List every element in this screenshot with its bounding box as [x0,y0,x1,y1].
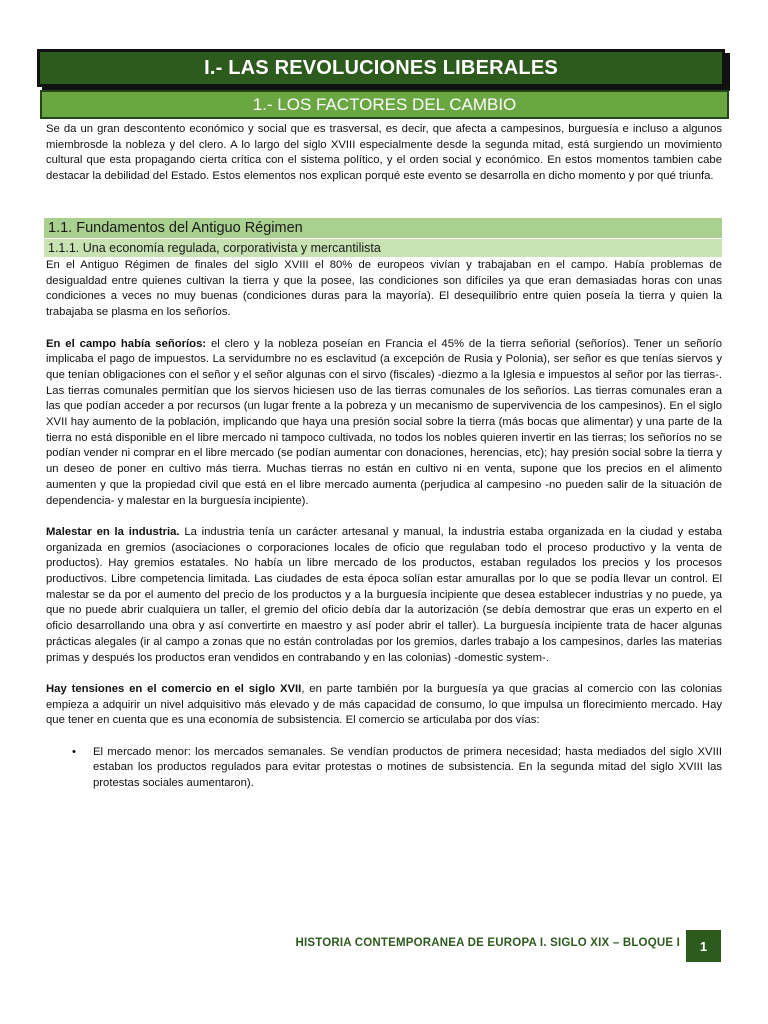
intro-text-block [46,122,722,185]
paragraph-industria-lead: Malestar en la industria. [46,525,180,538]
paragraph-comercio-lead: Hay tensiones en el comercio en el siglo XVII [46,682,302,695]
section-heading-1-1 [44,218,722,238]
paragraph-comercio [46,682,722,729]
chapter-subtitle-text: 1.- LOS FACTORES DEL CAMBIO [252,94,517,114]
bullet-list [46,745,722,792]
intro-paragraph: Se da un gran descontento económico y social que es trasversal, es decir, que afecta a campesinos, burguesía e incluso a algunos miembrosde la nobleza y del clero. A lo largo del siglo XVIII especialmente desde la segunda mitad, está surgiendo un movimiento cultural que esta propagando cierta crítica con el sistema político, y el orden social y económico. En estos momentos tambien cabe destacar la debilidad del Estado. Estos elementos nos explican porqué este evento se desarrolla en dicho momento y por qué triunfa. [46,123,722,183]
paragraph-senorios [46,337,722,510]
list-item: • El mercado menor: los mercados semanales. Se vendían productos de primera necesidad; hasta mediados del siglo XVIII estaban los productos regulados para evitar protestas o motines de subsistencia. En la segunda mitad del siglo XVIII las protestas sociales aumentaron). [46,745,722,792]
paragraph-campo-text: En el Antiguo Régimen de finales del siglo XVIII el 80% de europeos vivían y trabajaban en el campo. Había problemas de desigualdad entre quienes cultivan la tierra y que la posee, las condiciones son difíciles ya que eran demasiadas horas con unas condiciones a veces no muy buenas (condiciones duras para la mayoría). El desequilibrio entre quien poseía la tierra y quien la trabajaba se plasma en los señoríos. [46,259,722,319]
paragraph-comercio-text: , en parte también por la burguesía ya que gracias al comercio con las colonias empieza a adquirir un nivel adquisitivo más elevado y de más capacidad de consumo, lo que impulsa un florecimiento mercado. Hay que tener en cuenta que es una economía de subsistencia. El comercio se articulaba por dos vías: [46,682,723,727]
main-text-block [46,258,722,792]
page-number-badge [686,930,721,962]
paragraph-industria [46,525,722,666]
section-heading-1-1-1 [44,239,722,257]
page-title [37,49,725,87]
chapter-subtitle [40,90,729,119]
paragraph-senorios-text: el clero y la nobleza poseían en Francia el 45% de la tierra señorial (señoríos). Tener un señorío implicaba el pago de impuestos. La servidumbre no es esclavitud (a excepción de Rusia y Polonia), ser señor es que tenías siervos y que tenían obligaciones con el señor y el señor algunas con el sirvo (fiscales) -diezmo a la Iglesia e impuestos al señor por las tierras-. Las tierras comunales permitían que los siervos hiciesen uso de las tierras comunales de los señoríos. Las tierras comunales eran a las que podían acceder a por recursos (un lugar frente a la pobreza y un mecanismo de supervivencia de los campesinos). En el siglo XVII hay aumento de la población, implicando que haya una presión social sobre la tierra (más bocas que alimentar) y una parte de la tierra no está disponible en el libre mercado ni tampoco cultivada, no todos los nobles quieren invertir en las tierras; los señoríos no se podían vender ni comprar en el libre mercado (se podían aumentar con donaciones, herencias, etc); hay presión social sobre la tierra y un deseo de poner en cultivo más tierra. Muchas tierras no están en cultivo ni en venta, supone que los precios en el alimento aumenten y que la propiedad civil que está en el libre mercado aumenta (perjudica al campesino -no pueden salir de la situación de dependencia- y malestar en la burguesía incipiente). [46,337,722,507]
section-heading-1-1-text: 1.1. Fundamentos del Antiguo Régimen [48,220,303,236]
paragraph-senorios-lead: En el campo había señoríos: [46,337,207,350]
page-footer: HISTORIA CONTEMPORANEA DE EUROPA I. SIGLO XIX – BLOQUE I [295,937,680,949]
section-heading-1-1-1-text: 1.1.1. Una economía regulada, corporativista y mercantilista [48,241,381,255]
page-number: 1 [699,938,708,954]
paragraph-campo [46,258,722,321]
page-title-text: I.- LAS REVOLUCIONES LIBERALES [204,56,558,79]
paragraph-industria-text: La industria tenía un carácter artesanal y manual, la industria estaba organizada en la ciudad y estaba organizada en gremios (asociaciones o corporaciones locales de oficio que regulaban todo el proceso productivo y la venta de productos). Hay gremios estatales. No había un libre mercado de los productos, estaban regulados los precios y los procesos productivos. Libre competencia limitada. Las ciudades de esta época solían estar amurallas por lo que se podía llevar un control. El malestar se da por el aumento del precio de los productos y a la burguesía incipiente que desea establecer industrias y no puede, ya que no puede abrir cualquiera un taller, el gremio del oficio debía dar la autorización (se debía demostrar que eras un experto en el oficio desarrollando una obra y así convertirte en maestro y así poder abrir el taller). La burguesía incipiente trata de hacer algunas prácticas alegales (ir al campo a zonas que no están controladas por los gremios, darles trabajo a los campesinos, darles las materias primas y después los productos eran vendidos en contrabando y en las colonias) -domestic system-. [46,525,722,664]
